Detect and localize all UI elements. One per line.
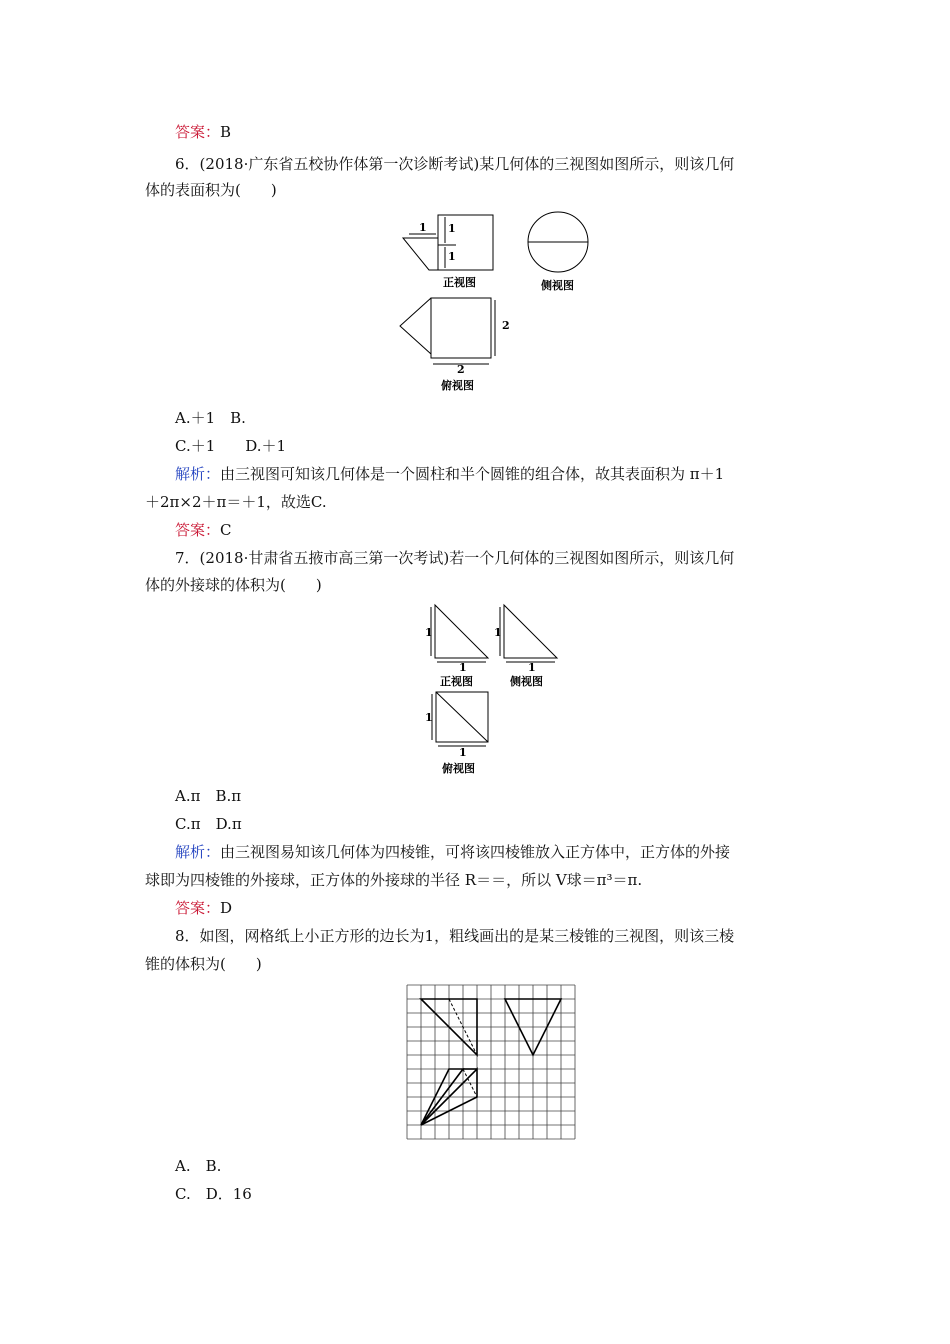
top-view-caption: 俯视图 [442,762,475,775]
answer-value: C [220,521,232,539]
analysis-text: 由三视图可知该几何体是一个圆柱和半个圆锥的组合体，故其表面积为 π＋1 [220,465,725,483]
side-view-caption: 侧视图 [510,675,543,688]
analysis-label: 解析： [175,843,221,861]
q8-grid-figure [405,983,581,1147]
q6-analysis-line2: ＋2π×2＋π＝＋1，故选C. [145,493,327,511]
answer-label: 答案： [175,123,221,141]
label-2: 2 [502,319,510,332]
q7-analysis-line2: 球即为四棱锥的外接球，正方体的外接球的半径 R＝＝，所以 V球＝π³＝π. [145,871,643,889]
top-view-triangle [400,298,431,354]
label-1: 1 [528,661,536,674]
label-1: 1 [425,711,433,724]
label-2: 2 [457,363,465,376]
top-view-caption: 俯视图 [441,379,474,392]
q6-answer [175,520,232,540]
q8-options-line1: A. B. [175,1157,222,1175]
side-view-triangle [504,605,557,658]
q7-answer [175,898,232,918]
q7-stem-line2: 体的外接球的体积为( ) [145,576,322,594]
analysis-text: 由三视图易知该几何体为四棱锥，可将该四棱锥放入正方体中，正方体的外接 [220,843,731,861]
answer-value: B [220,123,232,141]
q7-three-view-figure [420,600,570,784]
q8-figure-svg [405,983,581,1143]
q6-figure-svg [395,208,635,398]
answer-label: 答案： [175,521,221,539]
q7-stem-line1: 7．(2018·甘肃省五掖市高三第一次考试)若一个几何体的三视图如图所示，则该几何 [175,549,735,567]
q8-options-line2: C. D．16 [175,1185,252,1203]
front-view-triangle [435,605,488,658]
front-view-square [438,215,493,270]
side-view-caption: 侧视图 [541,279,574,292]
q7-options-line1: A.π B.π [175,787,242,805]
label-1: 1 [494,626,502,639]
label-1: 1 [419,221,427,234]
top-view-rect [431,298,491,358]
label-1: 1 [448,250,456,263]
front-view-triangle [403,238,438,270]
q5-answer [175,122,231,142]
label-1: 1 [425,626,433,639]
q7-analysis-line1 [175,842,730,862]
answer-label: 答案： [175,899,221,917]
q8-stem-line1: 8．如图，网格纸上小正方形的边长为1，粗线画出的是某三棱锥的三视图，则该三棱 [175,927,735,945]
q6-stem-line1: 6．(2018·广东省五校协作体第一次诊断考试)某几何体的三视图如图所示，则该几何 [175,155,735,173]
label-1: 1 [459,661,467,674]
q7-options-line2: C.π D.π [175,815,242,833]
q6-stem-line2: 体的表面积为( ) [145,181,277,199]
label-1: 1 [448,222,456,235]
front-view-caption: 正视图 [443,276,476,289]
q6-three-view-figure [395,208,635,402]
front-view-caption: 正视图 [440,675,473,688]
answer-value: D [220,899,233,917]
q6-options-line2: C.＋1 D.＋1 [175,437,287,455]
q6-analysis-line1 [175,464,724,484]
q6-options-line1: A.＋1 B. [175,409,246,427]
label-1: 1 [459,746,467,759]
analysis-label: 解析： [175,465,221,483]
q7-figure-svg [420,600,570,780]
q8-stem-line2: 锥的体积为( ) [145,955,262,973]
